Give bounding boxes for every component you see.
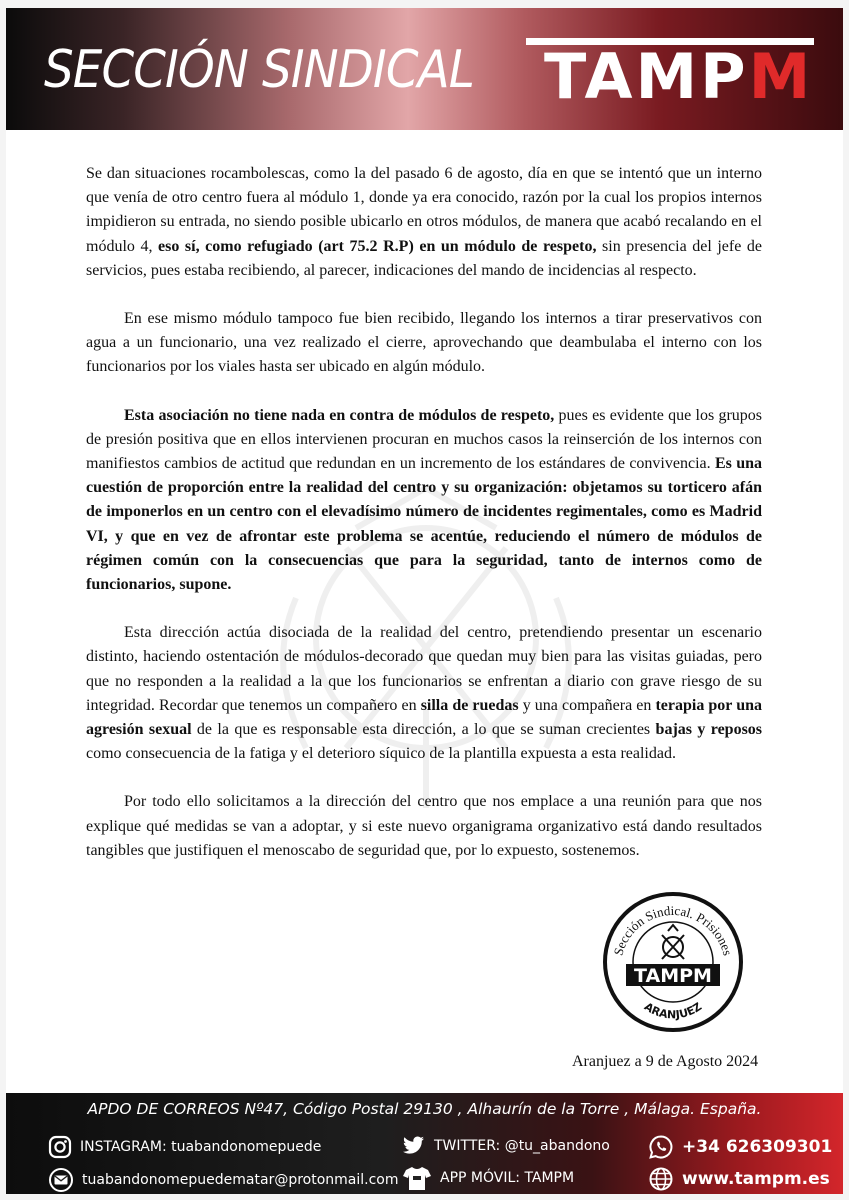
p4-bold-c: bajas y reposos (655, 721, 763, 739)
seal-name: TAMPM (634, 965, 712, 987)
footer-twitter[interactable] (402, 1135, 610, 1157)
paragraph-4 (86, 621, 762, 766)
p3-bold-b: Es una cuestión de proporción entre la realidad del centro y su organización: objetamos su torticero afán de imponerlos en un centro con el elevadísimo número de incidentes regimentales, como es Madrid VI, y que en vez de afrontar este problema se acentúe, reduciendo el número de módulos de régimen común con la consecuencias que para la seguridad, tanto de internos como de funcionarios, supone. (86, 455, 763, 594)
p1-text-b: sin presencia del jefe de servicios, pues estaba recibiendo, al parecer, indicaciones del mando de incidencias al respecto. (86, 237, 762, 279)
email-icon (48, 1168, 74, 1192)
letter-body (86, 162, 762, 887)
seal-top-text: Sección Sindical. Prisiones (610, 902, 736, 958)
phone-number: +34 626309301 (682, 1137, 833, 1157)
paragraph-2: En ese mismo módulo tampoco fue bien recibido, llegando los internos a tirar preservativos con agua a un funcionario, una vez realizado el cierre, aprovechando que deambulaba el interno con los funcionarios por los viales hasta ser ubicado en algún módulo. (86, 310, 762, 376)
seal-place: ARANJUEZ (641, 999, 705, 1022)
twitter-handle: TWITTER: @tu_abandono (434, 1138, 610, 1154)
footer-web[interactable] (648, 1166, 830, 1192)
p4-text-d: como consecuencia de la fatiga y el deterioro síquico de la plantilla expuesta a esta realidad. (86, 745, 676, 763)
p1-bold-a: eso sí, como refugiado (art 75.2 R.P) en un módulo de respeto, (158, 237, 597, 255)
footer-address: APDO DE CORREOS Nº47, Código Postal 29130 , Alhaurín de la Torre , Málaga. España. (87, 1100, 762, 1118)
document-page (6, 8, 843, 1194)
paragraph-5: Por todo ello solicitamos a la dirección del centro que nos emplace a una reunión para que nos explique qué medidas se van a adoptar, y si este nuevo organigrama organizativo está dando resultados tangibles que justifiquen el menoscabo de seguridad que, por lo expuesto, sostenemos. (86, 793, 762, 859)
footer-email[interactable] (48, 1168, 399, 1192)
email-address: tuabandonomepuedematar@protonmail.com (82, 1172, 399, 1188)
paragraph-3 (86, 404, 762, 598)
brand-logo (544, 40, 814, 113)
instagram-icon (48, 1135, 72, 1159)
tshirt-icon (402, 1165, 432, 1191)
p4-text-b: y una compañera en (518, 696, 656, 714)
brand-accent: M (748, 40, 814, 113)
p4-text-a: Esta dirección actúa disociada de la realidad del centro, pretendiendo presentar un escenario distinto, haciendo ostentación de módulos-decorado que quedan muy bien para las visitas guiadas, pero que no responden a la realidad a la que los funcionarios se enfrentan a diario con grave riesgo de su integridad. Recordar que tenemos un compañero en (86, 624, 762, 714)
website: www.tampm.es (682, 1169, 830, 1189)
signature-date: Aranjuez a 9 de Agosto 2024 (572, 1053, 759, 1070)
paragraph-1 (86, 162, 762, 283)
twitter-icon (402, 1135, 426, 1157)
union-seal (602, 891, 744, 1033)
p4-text-c: de la que es responsable esta dirección, a lo que se suman crecientes (191, 721, 656, 739)
brand-main: TAMP (544, 40, 749, 113)
footer-phone[interactable] (648, 1134, 832, 1160)
p4-bold-b: terapia por una agresión sexual (86, 696, 762, 739)
app-label: APP MÓVIL: TAMPM (440, 1170, 575, 1186)
footer-instagram[interactable] (48, 1135, 321, 1159)
footer-app[interactable] (402, 1165, 574, 1191)
footer-banner (6, 1093, 843, 1194)
header-banner (6, 8, 843, 130)
p3-text-a: pues es evidente que los grupos de presión positiva que en ellos intervienen procuran en muchos casos la reinserción de los internos con manifiestos cambios de actitud que redundan en un incremento de los estándares de convivencia. (86, 406, 762, 473)
p4-bold-a: silla de ruedas (420, 696, 519, 714)
whatsapp-icon (648, 1134, 674, 1160)
header-title: SECCIÓN SINDICAL (44, 40, 474, 100)
instagram-handle: INSTAGRAM: tuabandonomepuede (80, 1139, 322, 1155)
globe-icon (648, 1166, 674, 1192)
p1-text-a: Se dan situaciones rocambolescas, como la del pasado 6 de agosto, día en que se intentó que un interno que venía de otro centro fuera al módulo 1, donde ya era conocido, razón por la cual los propios internos impidieron su entrada, no siendo posible ubicarlo en otros módulos, de manera que acabó recalando en el módulo 4, (86, 165, 762, 255)
p3-bold-a: Esta asociación no tiene nada en contra de módulos de respeto, (124, 406, 555, 424)
